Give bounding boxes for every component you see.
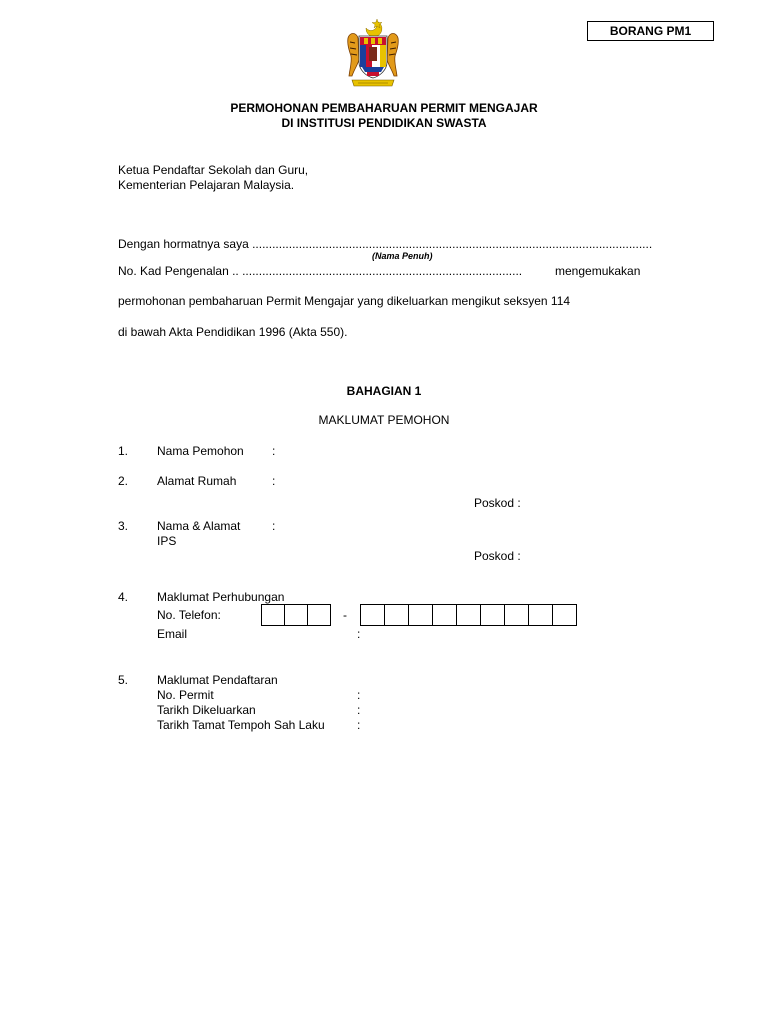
email-label: Email [157,627,188,641]
item4-label: Maklumat Perhubungan [157,590,285,604]
statement-line3: permohonan pembaharuan Permit Mengajar yang dikeluarkan mengikut seksyen 114 [118,294,571,308]
institution-postcode-field[interactable] [530,546,640,564]
phone-digit-box[interactable] [504,604,529,626]
phone-digit-box[interactable] [384,604,409,626]
issued-date-label: Tarikh Dikeluarkan [157,703,256,717]
phone-dash: - [343,608,347,622]
permit-number-field[interactable] [368,686,644,701]
item3-colon: : [272,519,276,533]
item5-number: 5. [118,673,129,687]
phone-digit-box[interactable] [552,604,577,626]
item3-label-line1: Nama & Alamat [157,519,241,533]
item2-poskod-label: Poskod : [474,496,521,510]
institution-address-field[interactable] [284,516,644,534]
section-subheading: MAKLUMAT PEMOHON [318,413,450,427]
phone-digit-box[interactable] [432,604,457,626]
phone-label: No. Telefon: [157,608,221,622]
statement-ic-line[interactable]: No. Kad Pengenalan .. .................................................................................... [118,264,523,278]
phone-digit-box[interactable] [480,604,505,626]
home-postcode-field[interactable] [530,493,640,511]
addressee-line2: Kementerian Pelajaran Malaysia. [118,178,295,192]
section-heading: BAHAGIAN 1 [346,384,422,398]
form-title-line1: PERMOHONAN PEMBAHARUAN PERMIT MENGAJAR [230,101,538,115]
permit-number-colon: : [357,688,361,702]
item2-label: Alamat Rumah [157,474,237,488]
name-hint: (Nama Penuh) [372,251,433,261]
item4-number: 4. [118,590,129,604]
phone-digit-box[interactable] [360,604,385,626]
phone-digit-box[interactable] [528,604,553,626]
item1-label: Nama Pemohon [157,444,244,458]
addressee-line1: Ketua Pendaftar Sekolah dan Guru, [118,163,309,177]
item3-number: 3. [118,519,129,533]
item1-colon: : [272,444,276,458]
statement-submit-word: mengemukakan [555,264,641,278]
item3-poskod-label: Poskod : [474,549,521,563]
permit-number-label: No. Permit [157,688,214,702]
statement-line4: di bawah Akta Pendidikan 1996 (Akta 550). [118,325,348,339]
statement-name-line[interactable]: Dengan hormatnya saya ........................................................................................................................ [118,237,653,251]
form-title-line2: DI INSTITUSI PENDIDIKAN SWASTA [281,116,487,130]
item3-label-line2: IPS [157,534,177,548]
phone-digit-box[interactable] [408,604,433,626]
malaysia-coat-of-arms-icon [346,16,400,92]
applicant-name-field[interactable] [284,441,644,459]
email-field[interactable] [368,625,644,641]
issued-date-field[interactable] [368,701,644,716]
form-code-badge: BORANG PM1 [587,21,714,41]
home-address-field[interactable] [284,471,644,489]
phone-number-boxes[interactable] [360,604,577,626]
item2-number: 2. [118,474,129,488]
phone-prefix-boxes[interactable] [261,604,331,626]
expiry-date-colon: : [357,718,361,732]
item2-colon: : [272,474,276,488]
issued-date-colon: : [357,703,361,717]
item5-label: Maklumat Pendaftaran [157,673,278,687]
phone-digit-box[interactable] [307,604,331,626]
email-colon: : [357,627,361,641]
expiry-date-label: Tarikh Tamat Tempoh Sah Laku [157,718,325,732]
expiry-date-field[interactable] [368,716,644,731]
phone-digit-box[interactable] [261,604,285,626]
phone-digit-box[interactable] [456,604,481,626]
phone-digit-box[interactable] [284,604,308,626]
item1-number: 1. [118,444,129,458]
